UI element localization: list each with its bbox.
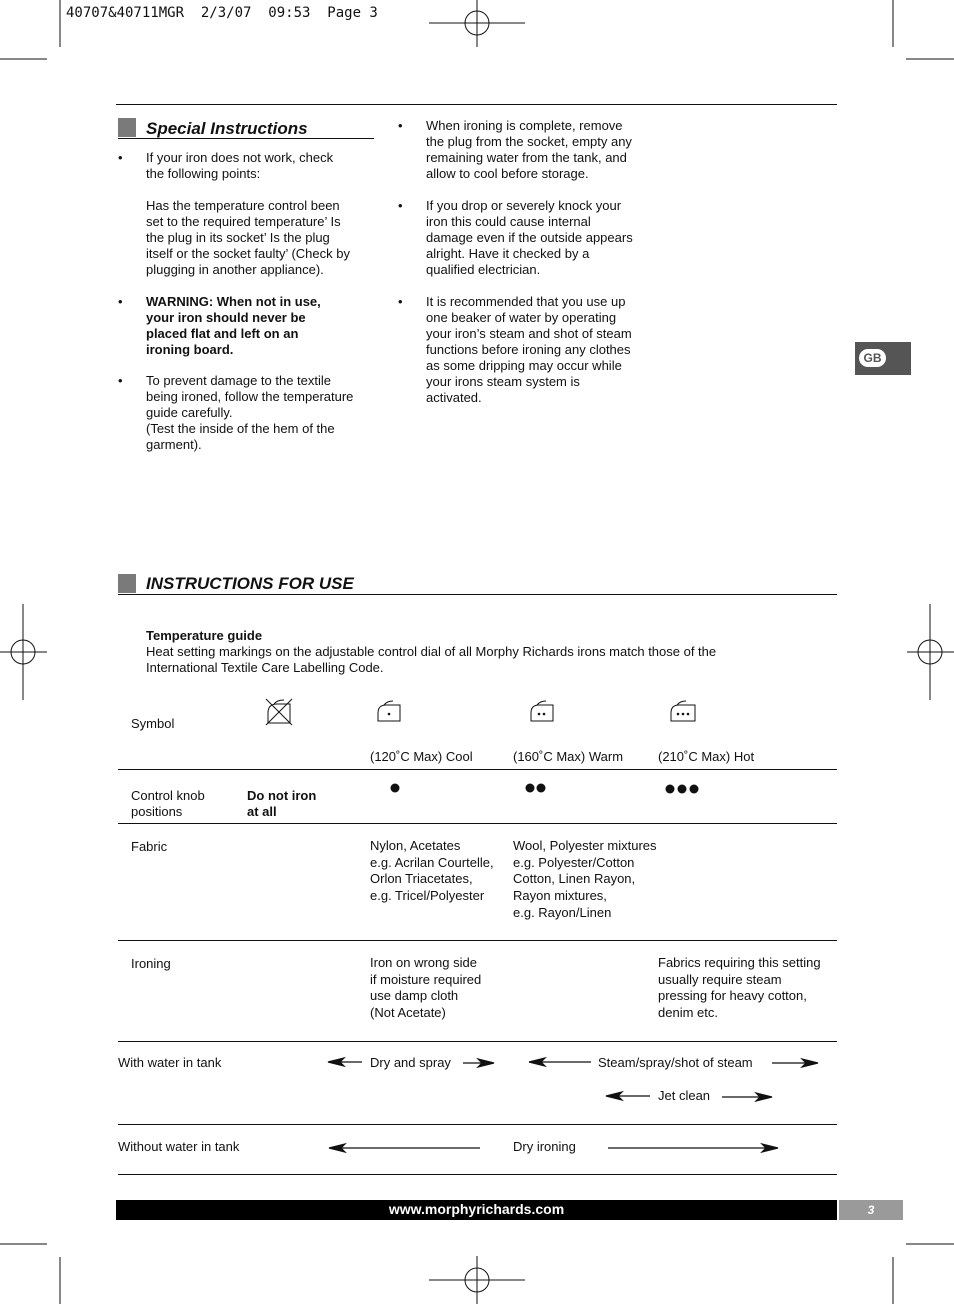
bullet: • [118, 150, 123, 165]
bullet: • [118, 294, 123, 309]
do-not-iron-text: Do not iron at all [247, 788, 317, 819]
dry-and-spray-label: Dry and spray [370, 1055, 451, 1070]
ironing-hot: Fabrics requiring this setting usually require steam pressing for heavy cotton, denim etc. [658, 955, 821, 1021]
special-item: When ironing is complete, remove the plug from the socket, empty any remaining water from the tank, and allow to cool before storage. [426, 118, 632, 181]
special-item: To prevent damage to the textile being ironed, follow the temperature guide carefully. (Test the inside of the hem of the garment). [146, 373, 354, 452]
fabric-label: Fabric [131, 839, 168, 854]
special-item: If your iron does not work, check the following points: Has the temperature control been set to the required temperature’ Is the plug in its socket’ Is the plug itself or the socket faulty’ (Check by plugging in another appliance). [146, 150, 350, 277]
bullet: • [398, 198, 403, 213]
fabric-cool: Nylon, Acetates e.g. Acrilan Courtelle, Orlon Triacetates, e.g. Tricel/Polyester [370, 838, 494, 904]
dry-ironing-label: Dry ironing [513, 1139, 576, 1154]
without-water-label: Without water in tank [118, 1139, 240, 1154]
special-item: If you drop or severely knock your iron this could cause internal damage even if the outside appears alright. Have it checked by a qualified electrician. [426, 198, 633, 277]
bullet: • [118, 373, 123, 388]
bullet: • [398, 118, 403, 133]
temp-warm: (160˚C Max) Warm [513, 749, 624, 764]
table-rule [118, 1174, 837, 1175]
bullet: • [398, 294, 403, 309]
symbol-label: Symbol [131, 716, 175, 731]
page-number: 3 [839, 1200, 903, 1220]
steam-label: Steam/spray/shot of steam [598, 1055, 753, 1070]
special-item: It is recommended that you use up one beaker of water by operating your iron’s steam and shot of steam functions before ironing any clothes as some dripping may occur while your irons steam system is activated. [426, 294, 632, 405]
footer-bar [116, 1200, 837, 1220]
temp-hot: (210˚C Max) Hot [658, 749, 755, 764]
temperature-guide-text: Heat setting markings on the adjustable control dial of all Morphy Richards irons match those of the International Textile Care Labelling Code. [146, 644, 717, 675]
temp-cool: (120˚C Max) Cool [370, 749, 473, 764]
ironing-label: Ironing [131, 956, 171, 971]
instructions-title: INSTRUCTIONS FOR USE [146, 574, 354, 593]
special-instructions-title: Special Instructions [146, 119, 308, 138]
control-knob-label: Control knob positions [131, 788, 205, 819]
warning-item: WARNING: When not in use, your iron should never be placed flat and left on an ironing board. [146, 294, 321, 357]
table-rule [118, 1124, 837, 1125]
language-tab-label: GB [859, 349, 886, 367]
temperature-guide-title: Temperature guide [146, 628, 263, 643]
website-link[interactable]: www.morphyrichards.com [388, 1201, 565, 1217]
with-water-label: With water in tank [118, 1055, 222, 1070]
fabric-warm: Wool, Polyester mixtures e.g. Polyester/Cotton Cotton, Linen Rayon, Rayon mixtures, e.g. Rayon/Linen [513, 838, 657, 920]
ironing-cool: Iron on wrong side if moisture required use damp cloth (Not Acetate) [370, 955, 482, 1021]
jet-clean-label: Jet clean [658, 1088, 711, 1103]
print-slug: 40707&40711MGR 2/3/07 09:53 Page 3 [66, 5, 378, 21]
